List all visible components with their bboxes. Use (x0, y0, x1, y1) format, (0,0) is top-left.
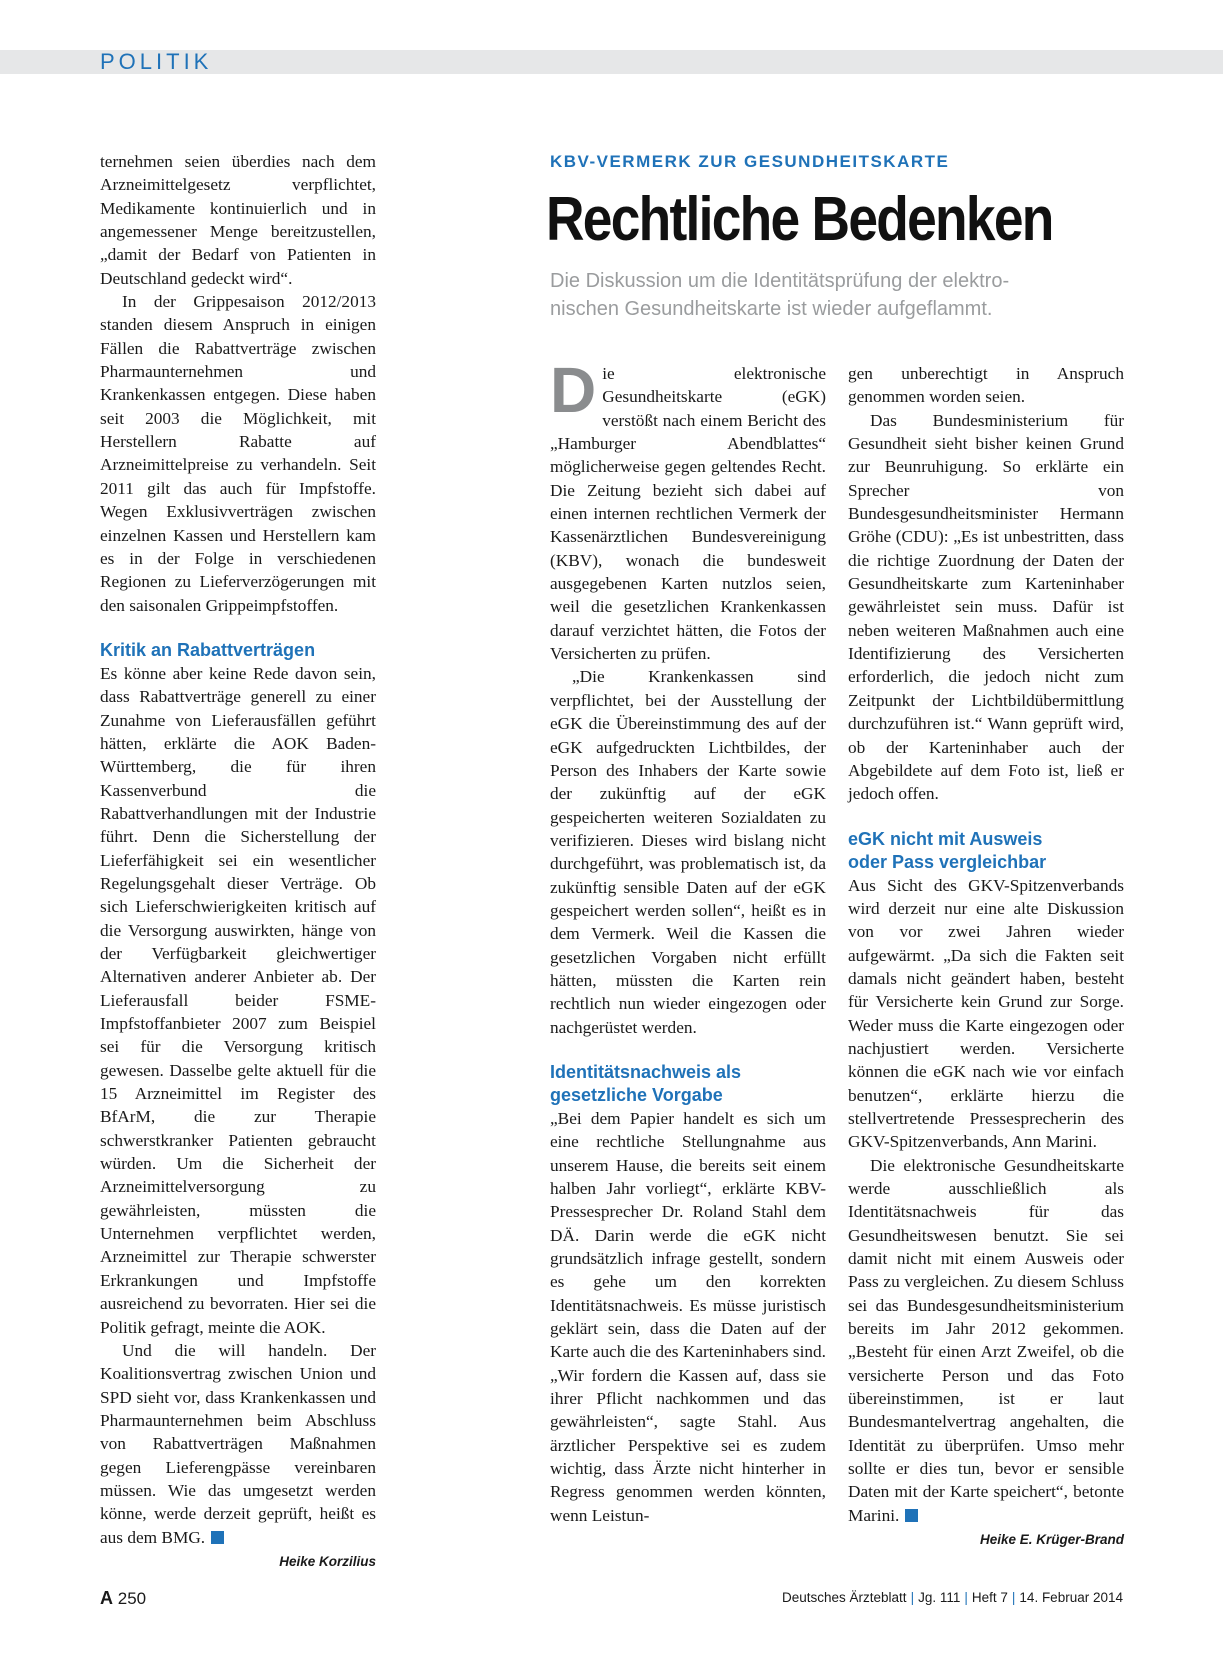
paragraph (848, 1154, 1124, 1528)
article-headline: Rechtliche Bedenken (546, 185, 1053, 254)
text-column-3 (848, 362, 1124, 1551)
text-column-2 (550, 354, 826, 1527)
article-subtitle (550, 267, 1110, 323)
subtitle-line-2: nischen Gesundheitskarte ist wieder aufgeflammt. (550, 298, 993, 320)
paragraph (100, 1339, 376, 1549)
text-column-1 (100, 150, 376, 1573)
paragraph: gen unberechtigt in Anspruch genommen worden seien. (848, 364, 1124, 407)
author-byline: Heike E. Krüger-Brand (979, 1532, 1124, 1548)
page-number-value: 250 (117, 1589, 147, 1608)
subheading-kritik: Kritik an Rabattverträgen (100, 639, 316, 660)
subheading-egk-ausweis: eGK nicht mit Ausweis oder Pass vergleichbar (848, 828, 1047, 872)
paragraph: „Bei dem Papier handelt es sich um eine rechtliche Stellungnahme aus unserem Hause, die bereits seit einem halben Jahr vorliegt“, erklärte KBV-Pressesprecher Dr. Roland Stahl dem DÄ. Darin werde die eGK nicht grundsätzlich infrage gestellt, sondern es gehe um den korrekten Identitätsnachweis. Es müsse juristisch geklärt sein, dass die Daten auf der Karte auch die des Karteninhabers sind. „Wir fordern die Kassen auf, dass sie ihrer Pflicht nachkommen und das gewährleisten“, sagte Stahl. Aus ärztlicher Perspektive sei es zudem wichtig, dass Ärzte nicht hinterher in Regress genommen werden könnten, wenn Leistun- (550, 1108, 826, 1525)
article-kicker: KBV-VERMERK ZUR GESUNDHEITSKARTE (550, 152, 950, 171)
subtitle-line-1: Die Diskussion um die Identitätsprüfung der elektro- (550, 270, 1010, 292)
journal-date: 14. Februar 2014 (1019, 1590, 1123, 1605)
paragraph: Das Bundesministerium für Gesundheit sieht bisher keinen Grund zur Beunruhigung. So erklärte ein Sprecher von Bundesgesundheitsminister Hermann Gröhe (CDU): „Es ist unbestritten, dass die richtige Zuordnung der Daten der Gesundheitskarte zum Karteninhaber gewährleistet sein muss. Dafür ist neben weiteren Maßnahmen auch eine Identifizierung des Versicherten erforderlich, die jedoch nicht zum Zeitpunkt der Lichtbildübermittlung durchzuführen ist.“ Wann geprüft wird, ob der Karteninhaber auch der Abgebildete auf dem Foto ist, ließ er jedoch offen. (848, 410, 1124, 804)
lead-paragraph (550, 354, 826, 665)
page-number (100, 1588, 146, 1609)
drop-cap: D (550, 354, 597, 426)
paragraph-text: Die elektronische Gesundheitskarte werde ausschließlich als Identitätsnachweis für das Gesundheitswesen benutzt. Sie sei damit nicht mit einem Ausweis oder Pass zu vergleichen. Zu diesem Schluss sei das Bundesgesundheitsministerium bereits im Jahr 2012 gekommen. „Besteht für einen Arzt Zweifel, ob die versicherte Person und das Foto übereinstimmen, ist er laut Bundesmantelvertrag angehalten, die Identität zu überprüfen. Umso mehr sollte er dies tun, bevor er sensible Daten mit der Karte speichert“, betonte Marini. (848, 1155, 1124, 1525)
journal-name: Deutsches Ärzteblatt (782, 1590, 907, 1605)
page-letter: A (100, 1588, 113, 1608)
paragraph-text: ie elektronische Gesundheitskarte (eGK) verstößt nach einem Bericht des „Hamburger Abendblattes“ möglicherweise gegen geltendes Recht. Die Zeitung bezieht sich dabei auf einen internen rechtlichen Vermerk der Kassenärztlichen Bundesvereinigung (KBV), wonach die bundesweit ausgegebenen Karten nutzlos seien, weil die gesetzlichen Krankenkassen darauf verzichtet hätten, die Fotos der Versicherten zu prüfen. (550, 364, 826, 664)
paragraph: Es könne aber keine Rede davon sein, dass Rabattverträge generell zu einer Zunahme von Lieferausfällen geführt hätten, erklärte die AOK Baden-Württemberg, die für ihren Kassenverbund die Rabattverhandlungen mit der Industrie führt. Denn die Sicherstellung der Lieferfähigkeit sei ein wesentlicher Regelungsgehalt dieser Verträge. Ob sich Lieferschwierigkeiten kritisch auf die Versorgung auswirkten, hänge von der Verfügbarkeit gleichwertiger Alternativen anderer Anbieter ab. Der Lieferausfall beider FSME-Impfstoffanbieter 2007 zum Beispiel sei für die Versorgung kritisch gewesen. Dasselbe gelte aktuell für die 15 Arzneimittel im Register des BfArM, die zur Therapie schwerstkranker Patienten gebraucht würden. Um die Sicherheit der Arzneimittelversorgung zu gewährleisten, müssten die Unternehmen verpflichtet werden, Arzneimittel zur Therapie schwerster Erkrankungen und Impfstoffe ausreichend zu bevorraten. Hier sei die Politik gefragt, meinte die AOK. (100, 663, 376, 1337)
paragraph: „Die Krankenkassen sind verpflichtet, bei der Ausstellung der eGK die Übereinstimmung des auf der eGK aufgedruckten Lichtbildes, der Person des Inhabers der Karte sowie der zukünftig auf der eGK gespeicherten weiteren Sozialdaten zu verifizieren. Dieses wird bislang nicht durchgeführt, was problematisch ist, da zukünftig sensible Daten auf der eGK gespeichert werden sollen“, heißt es in dem Vermerk. Weil die Kassen die gesetzlichen Vorgaben nicht erfüllt hätten, müssten die Karten rein rechtlich nun wieder eingezogen oder nachgerüstet werden. (550, 667, 826, 1037)
paragraph: In der Grippesaison 2012/2013 standen diesem Anspruch in einigen Fällen die Rabattverträge zwischen Pharmaunternehmen und Krankenkassen entgegen. Diese haben seit 2003 die Möglichkeit, mit Herstellern Rabatte auf Arzneimittelpreise zu verhandeln. Seit 2011 gilt das auch für Impfstoffe. Wegen Exklusivverträgen zwischen einzelnen Kassen und Herstellern kam es in der Folge in verschiedenen Regionen zu Lieferverzögerungen mit den saisonalen Grippeimpfstoffen. (100, 292, 376, 615)
section-label: POLITIK (100, 49, 213, 74)
journal-issue: Heft 7 (971, 1590, 1008, 1605)
paragraph-text: Und die will handeln. Der Koalitionsvertrag zwischen Union und SPD sieht vor, dass Krankenkassen und Pharmaunternehmen beim Abschluss von Rabattverträgen Maßnahmen gegen Lieferengpässe vereinbaren müssen. Wie das umgesetzt werden könne, werde derzeit geprüft, heißt es aus dem BMG. (100, 1340, 376, 1547)
paragraph: ternehmen seien überdies nach dem Arzneimittelgesetz verpflichtet, Medikamente kontinuierlich und in angemessener Menge bereitzustellen, „damit der Bedarf von Patienten in Deutschland gedeckt wird“. (100, 152, 376, 288)
end-mark-icon (211, 1531, 224, 1544)
author-byline: Heike Korzilius (279, 1553, 376, 1569)
paragraph: Aus Sicht des GKV-Spitzenverbands wird derzeit nur eine alte Diskussion von vor zwei Jahren wieder aufgewärmt. „Da sich die Fakten seit damals nicht geändert haben, besteht für Versicherte kein Grund zur Sorge. Weder muss die Karte eingezogen oder nachjustiert werden. Versicherte können die eGK nach wie vor einfach benutzen“, erklärte hierzu die stellvertretende Pressesprecherin des GKV-Spitzenverbands, Ann Marini. (848, 875, 1124, 1152)
separator: | (964, 1590, 968, 1605)
journal-volume: Jg. 111 (918, 1590, 961, 1605)
subheading-identitaetsnachweis: Identitätsnachweis als gesetzliche Vorgabe (550, 1061, 742, 1105)
separator: | (1011, 1590, 1016, 1605)
end-mark-icon (905, 1509, 918, 1522)
separator: | (910, 1590, 915, 1605)
footer-publication-info (782, 1590, 1123, 1605)
